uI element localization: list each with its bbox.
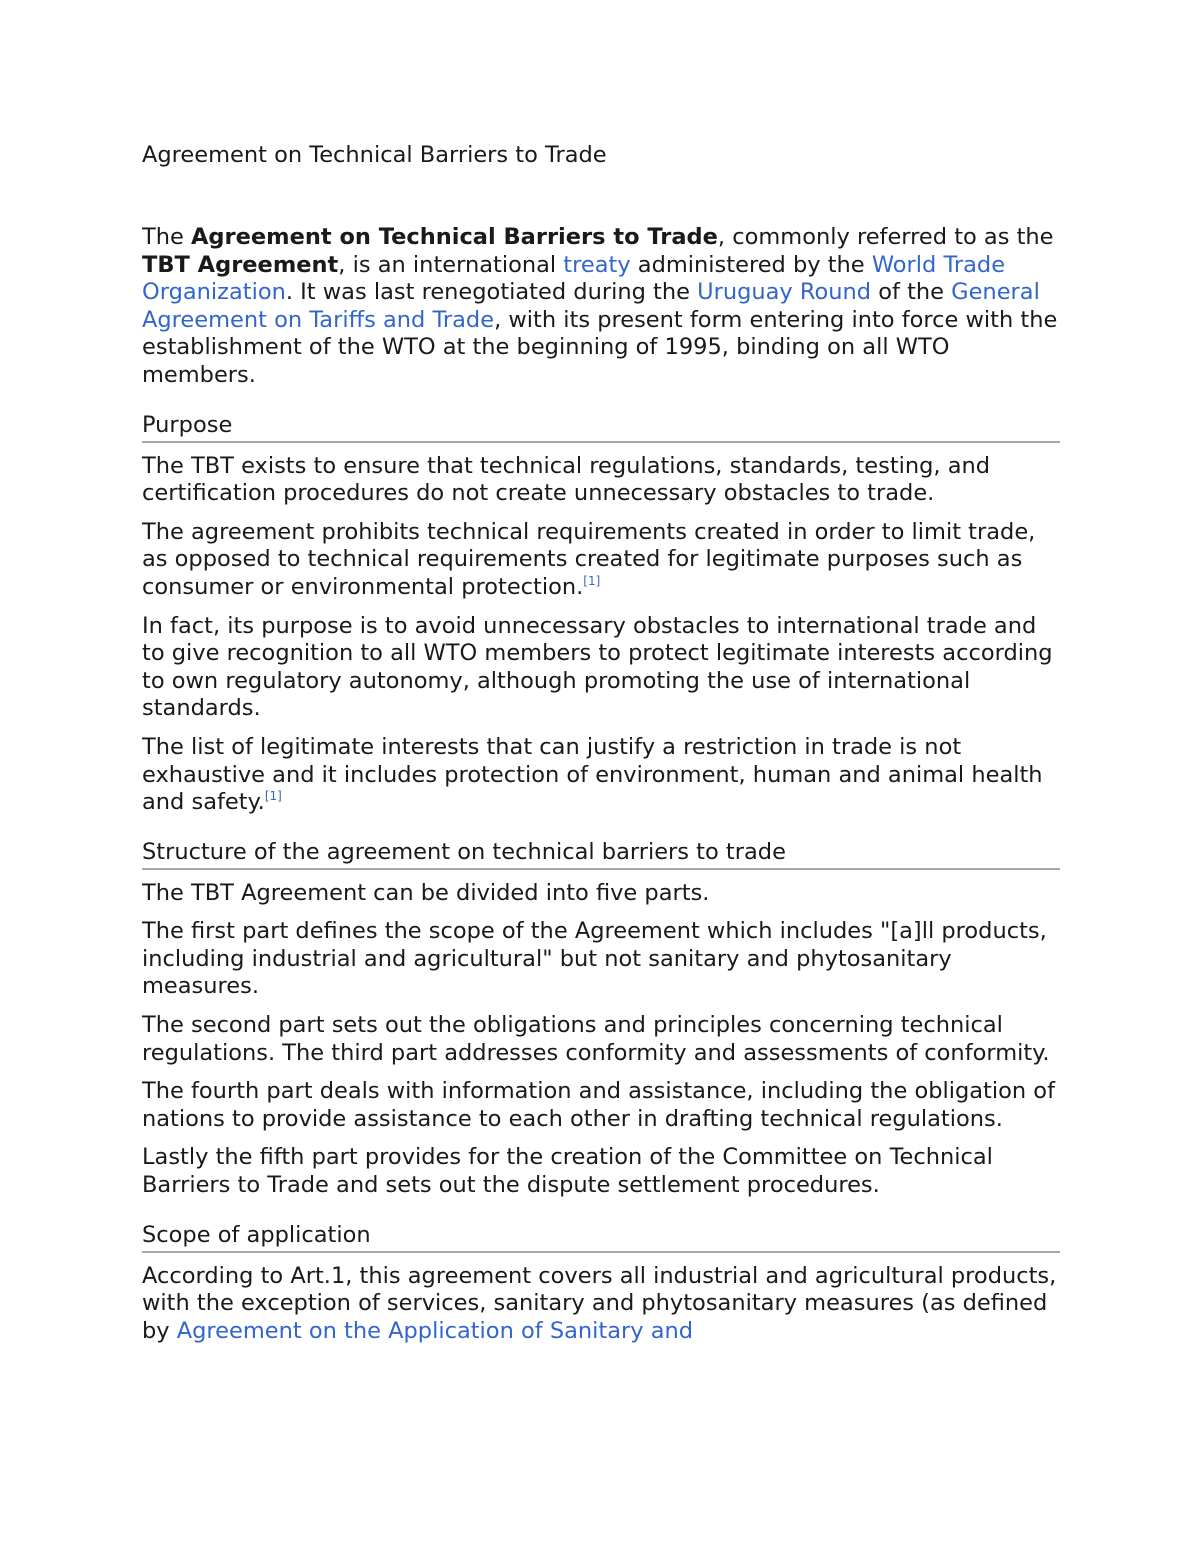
citation-link[interactable]: [1] [583, 573, 601, 588]
link-uruguay-round[interactable]: Uruguay Round [697, 279, 872, 306]
document-body [142, 140, 1060, 1356]
link-treaty[interactable]: treaty [563, 251, 631, 278]
purpose-paragraph-4 [142, 734, 1060, 817]
intro-text-4: administered by the [630, 251, 872, 278]
intro-text-1: The [142, 224, 191, 250]
structure-paragraph-4: The fourth part deals with information and assistance, including the obligation of nations to provide assistance to each other in drafting technical regulations. [142, 1078, 1055, 1132]
purpose-paragraph-2 [142, 519, 1060, 602]
purpose-paragraph-4-text: The list of legitimate interests that can justify a restriction in trade is not exhaustive and it includes protection of environment, human and animal health and safety. [142, 733, 1043, 816]
purpose-paragraph-2-text: The agreement prohibits technical requirements created in order to limit trade, as opposed to technical requirements created for legitimate purposes such as consumer or environmental protection. [142, 518, 1036, 600]
structure-paragraph-5: Lastly the fifth part provides for the creation of the Committee on Technical Barriers to Trade and sets out the dispute settlement procedures. [142, 1144, 993, 1199]
document-title: Agreement on Technical Barriers to Trade [142, 142, 607, 168]
intro-text-5: . It was last renegotiated during the [285, 279, 698, 306]
intro-bold-tbt-agreement: TBT Agreement [142, 251, 339, 278]
intro-text-2: , commonly referred to as the [717, 224, 1054, 250]
structure-paragraph-2: The first part defines the scope of the Agreement which includes "[a]ll products, including industrial and agricultural" but not sanitary and phytosanitary measures. [142, 918, 1047, 1000]
intro-text-3: , is an international [338, 251, 564, 278]
citation-link[interactable]: [1] [264, 789, 282, 804]
intro-text-6: of the [871, 279, 952, 306]
intro-paragraph [142, 224, 1060, 390]
purpose-paragraph-1: The TBT exists to ensure that technical regulations, standards, testing, and certification procedures do not create unnecessary obstacles to trade. [142, 452, 991, 507]
scope-paragraph-1 [142, 1263, 1060, 1346]
intro-text-7: , with its present form entering into force with the establishment of the WTO at the beginning of 1995, binding on all WTO members. [142, 306, 1058, 388]
link-sps-agreement[interactable]: Agreement on the Application of Sanitary and [176, 1317, 694, 1344]
link-world-trade-organization[interactable]: World Trade Organization [142, 251, 1006, 306]
link-gatt[interactable]: General Agreement on Tariffs and Trade [142, 279, 1040, 333]
section-heading-purpose: Purpose [142, 410, 1060, 443]
intro-bold-agreement-name: Agreement on Technical Barriers to Trade [191, 224, 718, 250]
scope-paragraph-1-text: According to Art.1, this agreement covers all industrial and agricultural products, with the exception of services, sanitary and phytosanitary measures (as defined by [142, 1262, 1057, 1344]
structure-paragraph-1: The TBT Agreement can be divided into five parts. [142, 879, 710, 906]
purpose-paragraph-3: In fact, its purpose is to avoid unnecessary obstacles to international trade and to give recognition to all WTO members to protect legitimate interests according to own regulatory autonomy, although promoting the use of international standards. [142, 612, 1053, 722]
section-heading-scope: Scope of application [142, 1220, 1060, 1253]
structure-paragraph-3: The second part sets out the obligations and principles concerning technical regulations. The third part addresses conformity and assessments of conformity. [142, 1012, 1050, 1066]
section-heading-structure: Structure of the agreement on technical barriers to trade [142, 837, 1060, 870]
